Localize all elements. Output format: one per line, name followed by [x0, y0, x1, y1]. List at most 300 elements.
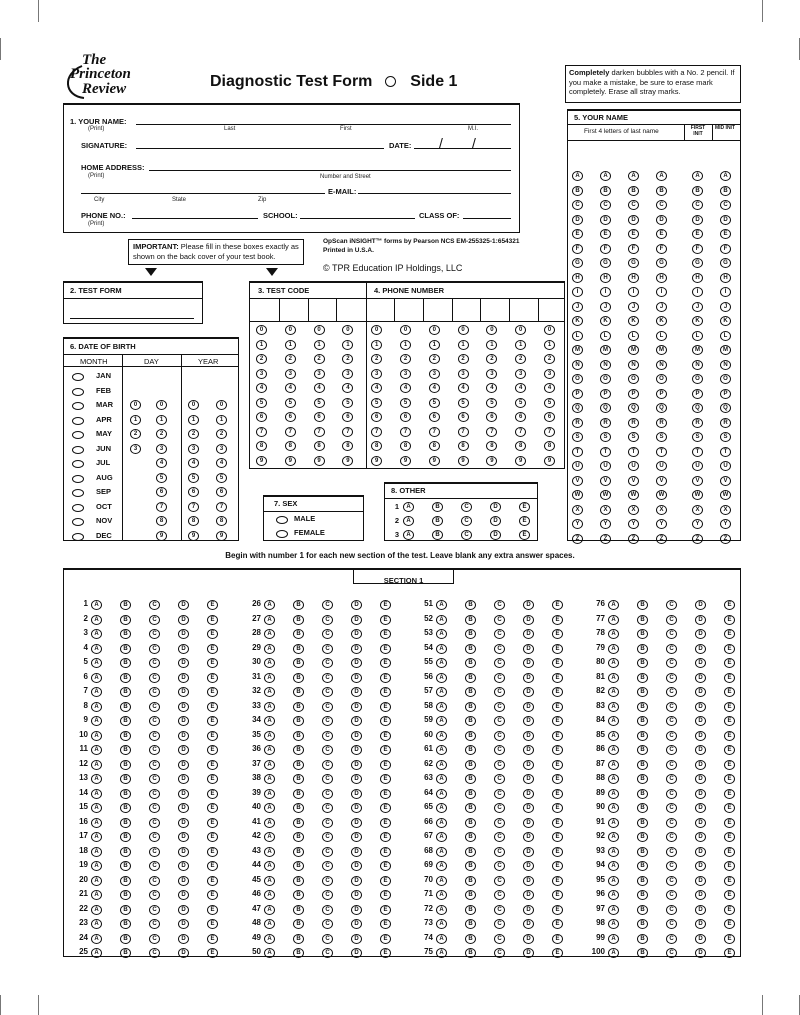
answer-bubble[interactable]: A	[264, 934, 275, 944]
answer-bubble[interactable]: A	[608, 629, 619, 639]
answer-bubble[interactable]: B	[293, 847, 304, 857]
answer-bubble[interactable]: A	[608, 832, 619, 842]
month-bubble[interactable]	[72, 446, 84, 454]
digit-bubble[interactable]: 5	[285, 398, 296, 408]
answer-bubble[interactable]: B	[293, 905, 304, 915]
answer-bubble[interactable]: E	[207, 832, 218, 842]
answer-bubble[interactable]: A	[436, 745, 447, 755]
answer-bubble[interactable]: E	[552, 673, 563, 683]
answer-bubble[interactable]: E	[552, 934, 563, 944]
answer-bubble[interactable]: D	[178, 789, 189, 799]
letter-bubble[interactable]: L	[628, 331, 639, 341]
answer-bubble[interactable]: A	[91, 818, 102, 828]
answer-bubble[interactable]: D	[351, 803, 362, 813]
answer-bubble[interactable]: A	[608, 760, 619, 770]
letter-bubble[interactable]: H	[572, 273, 583, 283]
answer-bubble[interactable]: C	[322, 934, 333, 944]
answer-bubble[interactable]: B	[293, 600, 304, 610]
answer-bubble[interactable]: D	[523, 919, 534, 929]
answer-bubble[interactable]: B	[637, 934, 648, 944]
letter-bubble[interactable]: X	[628, 505, 639, 515]
digit-bubble[interactable]: 2	[285, 354, 296, 364]
answer-bubble[interactable]: B	[637, 600, 648, 610]
letter-bubble[interactable]: G	[692, 258, 703, 268]
answer-bubble[interactable]: E	[207, 644, 218, 654]
answer-bubble[interactable]: A	[436, 644, 447, 654]
day-bubble[interactable]: 3	[156, 444, 167, 454]
answer-bubble[interactable]: D	[178, 745, 189, 755]
digit-bubble[interactable]: 5	[256, 398, 267, 408]
letter-bubble[interactable]: A	[692, 171, 703, 181]
letter-bubble[interactable]: T	[600, 447, 611, 457]
answer-bubble[interactable]: A	[91, 803, 102, 813]
answer-bubble[interactable]: C	[322, 731, 333, 741]
answer-bubble[interactable]: E	[207, 702, 218, 712]
answer-bubble[interactable]: B	[120, 716, 131, 726]
answer-bubble[interactable]: D	[178, 615, 189, 625]
answer-bubble[interactable]: E	[724, 702, 735, 712]
letter-bubble[interactable]: T	[572, 447, 583, 457]
answer-bubble[interactable]: E	[724, 644, 735, 654]
answer-bubble[interactable]: E	[207, 629, 218, 639]
answer-bubble[interactable]: B	[637, 629, 648, 639]
answer-bubble[interactable]: A	[436, 774, 447, 784]
letter-bubble[interactable]: C	[720, 200, 731, 210]
answer-bubble[interactable]: D	[695, 702, 706, 712]
letter-bubble[interactable]: G	[720, 258, 731, 268]
letter-bubble[interactable]: U	[600, 461, 611, 471]
answer-bubble[interactable]: C	[322, 600, 333, 610]
answer-bubble[interactable]: D	[695, 673, 706, 683]
answer-bubble[interactable]: E	[380, 905, 391, 915]
answer-bubble[interactable]: E	[552, 702, 563, 712]
answer-bubble[interactable]: E	[207, 615, 218, 625]
digit-bubble[interactable]: 6	[458, 412, 469, 422]
digit-bubble[interactable]: 4	[342, 383, 353, 393]
letter-bubble[interactable]: J	[600, 302, 611, 312]
digit-bubble[interactable]: 7	[285, 427, 296, 437]
answer-bubble[interactable]: E	[207, 600, 218, 610]
year-bubble[interactable]: 9	[188, 531, 199, 541]
answer-bubble[interactable]: D	[523, 615, 534, 625]
answer-bubble[interactable]: A	[264, 644, 275, 654]
digit-bubble[interactable]: 2	[400, 354, 411, 364]
answer-bubble[interactable]: C	[666, 673, 677, 683]
answer-bubble[interactable]: E	[552, 644, 563, 654]
digit-bubble[interactable]: 3	[486, 369, 497, 379]
answer-bubble[interactable]: C	[666, 702, 677, 712]
year-bubble[interactable]: 8	[216, 516, 227, 526]
answer-bubble[interactable]: E	[552, 687, 563, 697]
answer-bubble[interactable]: E	[207, 731, 218, 741]
digit-bubble[interactable]: 7	[429, 427, 440, 437]
letter-bubble[interactable]: E	[656, 229, 667, 239]
other-bubble[interactable]: B	[432, 530, 443, 540]
answer-bubble[interactable]: B	[465, 948, 476, 958]
digit-bubble[interactable]: 3	[342, 369, 353, 379]
answer-bubble[interactable]: E	[380, 615, 391, 625]
year-bubble[interactable]: 9	[216, 531, 227, 541]
answer-bubble[interactable]: C	[494, 847, 505, 857]
letter-bubble[interactable]: Q	[572, 403, 583, 413]
digit-bubble[interactable]: 0	[515, 325, 526, 335]
answer-bubble[interactable]: E	[724, 890, 735, 900]
answer-bubble[interactable]: A	[436, 615, 447, 625]
answer-bubble[interactable]: E	[207, 905, 218, 915]
answer-bubble[interactable]: A	[264, 789, 275, 799]
answer-bubble[interactable]: C	[494, 629, 505, 639]
letter-bubble[interactable]: Q	[692, 403, 703, 413]
answer-bubble[interactable]: E	[724, 760, 735, 770]
answer-bubble[interactable]: E	[207, 948, 218, 958]
answer-bubble[interactable]: B	[293, 934, 304, 944]
letter-bubble[interactable]: Z	[600, 534, 611, 544]
letter-bubble[interactable]: U	[720, 461, 731, 471]
answer-bubble[interactable]: B	[293, 818, 304, 828]
answer-bubble[interactable]: B	[465, 832, 476, 842]
digit-bubble[interactable]: 7	[371, 427, 382, 437]
answer-bubble[interactable]: B	[120, 600, 131, 610]
answer-bubble[interactable]: C	[149, 687, 160, 697]
answer-bubble[interactable]: E	[552, 600, 563, 610]
digit-bubble[interactable]: 6	[400, 412, 411, 422]
answer-bubble[interactable]: B	[637, 948, 648, 958]
letter-bubble[interactable]: L	[572, 331, 583, 341]
answer-bubble[interactable]: E	[380, 890, 391, 900]
answer-bubble[interactable]: B	[293, 832, 304, 842]
answer-bubble[interactable]: C	[494, 818, 505, 828]
day-bubble[interactable]: 1	[156, 415, 167, 425]
answer-bubble[interactable]: D	[695, 658, 706, 668]
answer-bubble[interactable]: B	[293, 745, 304, 755]
answer-bubble[interactable]: B	[120, 687, 131, 697]
answer-bubble[interactable]: E	[552, 905, 563, 915]
other-bubble[interactable]: A	[403, 502, 414, 512]
letter-bubble[interactable]: Y	[628, 519, 639, 529]
letter-bubble[interactable]: R	[656, 418, 667, 428]
month-bubble[interactable]	[72, 475, 84, 483]
answer-bubble[interactable]: C	[149, 658, 160, 668]
digit-bubble[interactable]: 9	[544, 456, 555, 466]
answer-bubble[interactable]: B	[120, 919, 131, 929]
answer-bubble[interactable]: D	[351, 832, 362, 842]
letter-bubble[interactable]: F	[628, 244, 639, 254]
answer-bubble[interactable]: D	[523, 774, 534, 784]
digit-bubble[interactable]: 2	[544, 354, 555, 364]
answer-bubble[interactable]: C	[494, 774, 505, 784]
answer-bubble[interactable]: C	[494, 716, 505, 726]
digit-bubble[interactable]: 1	[429, 340, 440, 350]
answer-bubble[interactable]: B	[293, 702, 304, 712]
digit-bubble[interactable]: 7	[515, 427, 526, 437]
answer-bubble[interactable]: D	[695, 789, 706, 799]
answer-bubble[interactable]: C	[149, 629, 160, 639]
digit-bubble[interactable]: 6	[314, 412, 325, 422]
answer-bubble[interactable]: D	[351, 629, 362, 639]
letter-bubble[interactable]: M	[720, 345, 731, 355]
answer-bubble[interactable]: D	[178, 687, 189, 697]
answer-bubble[interactable]: A	[91, 861, 102, 871]
letter-bubble[interactable]: X	[600, 505, 611, 515]
digit-bubble[interactable]: 4	[285, 383, 296, 393]
letter-bubble[interactable]: C	[600, 200, 611, 210]
digit-bubble[interactable]: 5	[544, 398, 555, 408]
answer-bubble[interactable]: C	[322, 644, 333, 654]
answer-bubble[interactable]: E	[724, 876, 735, 886]
digit-bubble[interactable]: 3	[429, 369, 440, 379]
answer-bubble[interactable]: C	[494, 760, 505, 770]
answer-bubble[interactable]: A	[264, 702, 275, 712]
answer-bubble[interactable]: E	[724, 818, 735, 828]
answer-bubble[interactable]: B	[293, 687, 304, 697]
answer-bubble[interactable]: E	[724, 629, 735, 639]
answer-bubble[interactable]: A	[264, 948, 275, 958]
answer-bubble[interactable]: A	[608, 905, 619, 915]
letter-bubble[interactable]: W	[600, 490, 611, 500]
answer-bubble[interactable]: D	[178, 658, 189, 668]
letter-bubble[interactable]: J	[692, 302, 703, 312]
answer-bubble[interactable]: A	[436, 658, 447, 668]
letter-bubble[interactable]: Z	[572, 534, 583, 544]
answer-bubble[interactable]: C	[149, 818, 160, 828]
year-bubble[interactable]: 2	[216, 429, 227, 439]
answer-bubble[interactable]: D	[523, 702, 534, 712]
other-bubble[interactable]: A	[403, 516, 414, 526]
answer-bubble[interactable]: D	[695, 890, 706, 900]
letter-bubble[interactable]: J	[720, 302, 731, 312]
answer-bubble[interactable]: A	[436, 919, 447, 929]
digit-bubble[interactable]: 3	[285, 369, 296, 379]
answer-bubble[interactable]: C	[149, 745, 160, 755]
answer-bubble[interactable]: B	[637, 789, 648, 799]
answer-bubble[interactable]: D	[523, 760, 534, 770]
day-bubble[interactable]: 2	[156, 429, 167, 439]
digit-bubble[interactable]: 0	[342, 325, 353, 335]
letter-bubble[interactable]: C	[692, 200, 703, 210]
answer-bubble[interactable]: D	[178, 716, 189, 726]
answer-bubble[interactable]: E	[207, 861, 218, 871]
answer-bubble[interactable]: E	[724, 905, 735, 915]
answer-bubble[interactable]: D	[523, 890, 534, 900]
letter-bubble[interactable]: M	[572, 345, 583, 355]
answer-bubble[interactable]: E	[724, 745, 735, 755]
answer-bubble[interactable]: A	[436, 789, 447, 799]
digit-bubble[interactable]: 9	[342, 456, 353, 466]
answer-bubble[interactable]: E	[724, 658, 735, 668]
answer-bubble[interactable]: B	[120, 803, 131, 813]
digit-bubble[interactable]: 5	[429, 398, 440, 408]
answer-bubble[interactable]: A	[608, 789, 619, 799]
answer-bubble[interactable]: E	[552, 890, 563, 900]
letter-bubble[interactable]: K	[656, 316, 667, 326]
letter-bubble[interactable]: G	[600, 258, 611, 268]
letter-bubble[interactable]: V	[600, 476, 611, 486]
answer-bubble[interactable]: C	[149, 847, 160, 857]
answer-bubble[interactable]: C	[666, 629, 677, 639]
letter-bubble[interactable]: M	[656, 345, 667, 355]
answer-bubble[interactable]: D	[695, 731, 706, 741]
answer-bubble[interactable]: E	[380, 934, 391, 944]
answer-bubble[interactable]: C	[666, 861, 677, 871]
letter-bubble[interactable]: Y	[572, 519, 583, 529]
answer-bubble[interactable]: D	[695, 644, 706, 654]
digit-bubble[interactable]: 9	[400, 456, 411, 466]
letter-bubble[interactable]: L	[720, 331, 731, 341]
answer-bubble[interactable]: A	[608, 731, 619, 741]
answer-bubble[interactable]: E	[552, 629, 563, 639]
answer-bubble[interactable]: E	[380, 760, 391, 770]
letter-bubble[interactable]: P	[720, 389, 731, 399]
letter-bubble[interactable]: I	[600, 287, 611, 297]
answer-bubble[interactable]: A	[91, 847, 102, 857]
answer-bubble[interactable]: D	[351, 934, 362, 944]
digit-bubble[interactable]: 4	[429, 383, 440, 393]
answer-bubble[interactable]: D	[178, 948, 189, 958]
answer-bubble[interactable]: D	[351, 702, 362, 712]
letter-bubble[interactable]: E	[692, 229, 703, 239]
answer-bubble[interactable]: B	[293, 774, 304, 784]
answer-bubble[interactable]: A	[608, 919, 619, 929]
letter-bubble[interactable]: U	[692, 461, 703, 471]
letter-bubble[interactable]: W	[692, 490, 703, 500]
letter-bubble[interactable]: F	[572, 244, 583, 254]
letter-bubble[interactable]: S	[600, 432, 611, 442]
digit-bubble[interactable]: 1	[486, 340, 497, 350]
other-bubble[interactable]: B	[432, 516, 443, 526]
letter-bubble[interactable]: S	[656, 432, 667, 442]
answer-bubble[interactable]: D	[351, 687, 362, 697]
month-bubble[interactable]	[72, 460, 84, 468]
answer-bubble[interactable]: A	[91, 789, 102, 799]
answer-bubble[interactable]: D	[523, 716, 534, 726]
answer-bubble[interactable]: B	[637, 702, 648, 712]
answer-bubble[interactable]: B	[465, 687, 476, 697]
letter-bubble[interactable]: T	[720, 447, 731, 457]
answer-bubble[interactable]: B	[293, 948, 304, 958]
answer-bubble[interactable]: D	[695, 803, 706, 813]
year-bubble[interactable]: 5	[188, 473, 199, 483]
day-bubble[interactable]: 0	[156, 400, 167, 410]
letter-bubble[interactable]: O	[692, 374, 703, 384]
answer-bubble[interactable]: A	[608, 861, 619, 871]
answer-bubble[interactable]: A	[436, 673, 447, 683]
answer-bubble[interactable]: C	[149, 644, 160, 654]
month-bubble[interactable]	[72, 373, 84, 381]
answer-bubble[interactable]: B	[465, 803, 476, 813]
answer-bubble[interactable]: C	[149, 760, 160, 770]
answer-bubble[interactable]: C	[149, 774, 160, 784]
letter-bubble[interactable]: B	[628, 186, 639, 196]
answer-bubble[interactable]: B	[465, 861, 476, 871]
answer-bubble[interactable]: A	[436, 600, 447, 610]
answer-bubble[interactable]: D	[178, 905, 189, 915]
month-bubble[interactable]	[72, 431, 84, 439]
answer-bubble[interactable]: C	[322, 760, 333, 770]
answer-bubble[interactable]: D	[523, 600, 534, 610]
letter-bubble[interactable]: D	[628, 215, 639, 225]
answer-bubble[interactable]: D	[523, 832, 534, 842]
answer-bubble[interactable]: C	[494, 731, 505, 741]
answer-bubble[interactable]: B	[293, 890, 304, 900]
answer-bubble[interactable]: A	[91, 890, 102, 900]
answer-bubble[interactable]: D	[178, 861, 189, 871]
year-bubble[interactable]: 8	[188, 516, 199, 526]
other-bubble[interactable]: D	[490, 502, 501, 512]
day-bubble[interactable]: 9	[156, 531, 167, 541]
answer-bubble[interactable]: D	[523, 861, 534, 871]
answer-bubble[interactable]: C	[322, 818, 333, 828]
answer-bubble[interactable]: B	[120, 948, 131, 958]
answer-bubble[interactable]: D	[351, 658, 362, 668]
letter-bubble[interactable]: E	[720, 229, 731, 239]
answer-bubble[interactable]: B	[465, 774, 476, 784]
letter-bubble[interactable]: S	[572, 432, 583, 442]
letter-bubble[interactable]: E	[600, 229, 611, 239]
letter-bubble[interactable]: C	[628, 200, 639, 210]
answer-bubble[interactable]: C	[666, 600, 677, 610]
answer-bubble[interactable]: D	[695, 774, 706, 784]
year-bubble[interactable]: 7	[216, 502, 227, 512]
answer-bubble[interactable]: B	[465, 615, 476, 625]
year-bubble[interactable]: 6	[216, 487, 227, 497]
answer-bubble[interactable]: A	[608, 673, 619, 683]
letter-bubble[interactable]: M	[628, 345, 639, 355]
answer-bubble[interactable]: C	[322, 803, 333, 813]
digit-bubble[interactable]: 6	[285, 412, 296, 422]
year-bubble[interactable]: 4	[216, 458, 227, 468]
digit-bubble[interactable]: 5	[342, 398, 353, 408]
answer-bubble[interactable]: A	[436, 818, 447, 828]
answer-bubble[interactable]: A	[436, 803, 447, 813]
answer-bubble[interactable]: D	[178, 629, 189, 639]
digit-bubble[interactable]: 3	[256, 369, 267, 379]
other-bubble[interactable]: C	[461, 502, 472, 512]
digit-bubble[interactable]: 3	[458, 369, 469, 379]
answer-bubble[interactable]: C	[666, 948, 677, 958]
letter-bubble[interactable]: M	[692, 345, 703, 355]
answer-bubble[interactable]: D	[523, 934, 534, 944]
answer-bubble[interactable]: A	[436, 702, 447, 712]
answer-bubble[interactable]: D	[523, 789, 534, 799]
answer-bubble[interactable]: C	[322, 905, 333, 915]
answer-bubble[interactable]: E	[552, 716, 563, 726]
answer-bubble[interactable]: E	[724, 789, 735, 799]
answer-bubble[interactable]: D	[695, 876, 706, 886]
digit-bubble[interactable]: 4	[400, 383, 411, 393]
digit-bubble[interactable]: 2	[458, 354, 469, 364]
letter-bubble[interactable]: D	[572, 215, 583, 225]
answer-bubble[interactable]: E	[207, 803, 218, 813]
answer-bubble[interactable]: A	[436, 948, 447, 958]
answer-bubble[interactable]: E	[380, 774, 391, 784]
answer-bubble[interactable]: B	[120, 731, 131, 741]
answer-bubble[interactable]: B	[465, 905, 476, 915]
answer-bubble[interactable]: A	[608, 745, 619, 755]
letter-bubble[interactable]: P	[572, 389, 583, 399]
answer-bubble[interactable]: C	[494, 948, 505, 958]
other-bubble[interactable]: E	[519, 516, 530, 526]
digit-bubble[interactable]: 2	[515, 354, 526, 364]
answer-bubble[interactable]: C	[322, 890, 333, 900]
other-bubble[interactable]: E	[519, 502, 530, 512]
answer-bubble[interactable]: D	[695, 818, 706, 828]
answer-bubble[interactable]: D	[695, 861, 706, 871]
answer-bubble[interactable]: C	[494, 644, 505, 654]
answer-bubble[interactable]: E	[380, 948, 391, 958]
digit-bubble[interactable]: 9	[314, 456, 325, 466]
answer-bubble[interactable]: A	[264, 615, 275, 625]
answer-bubble[interactable]: C	[322, 745, 333, 755]
